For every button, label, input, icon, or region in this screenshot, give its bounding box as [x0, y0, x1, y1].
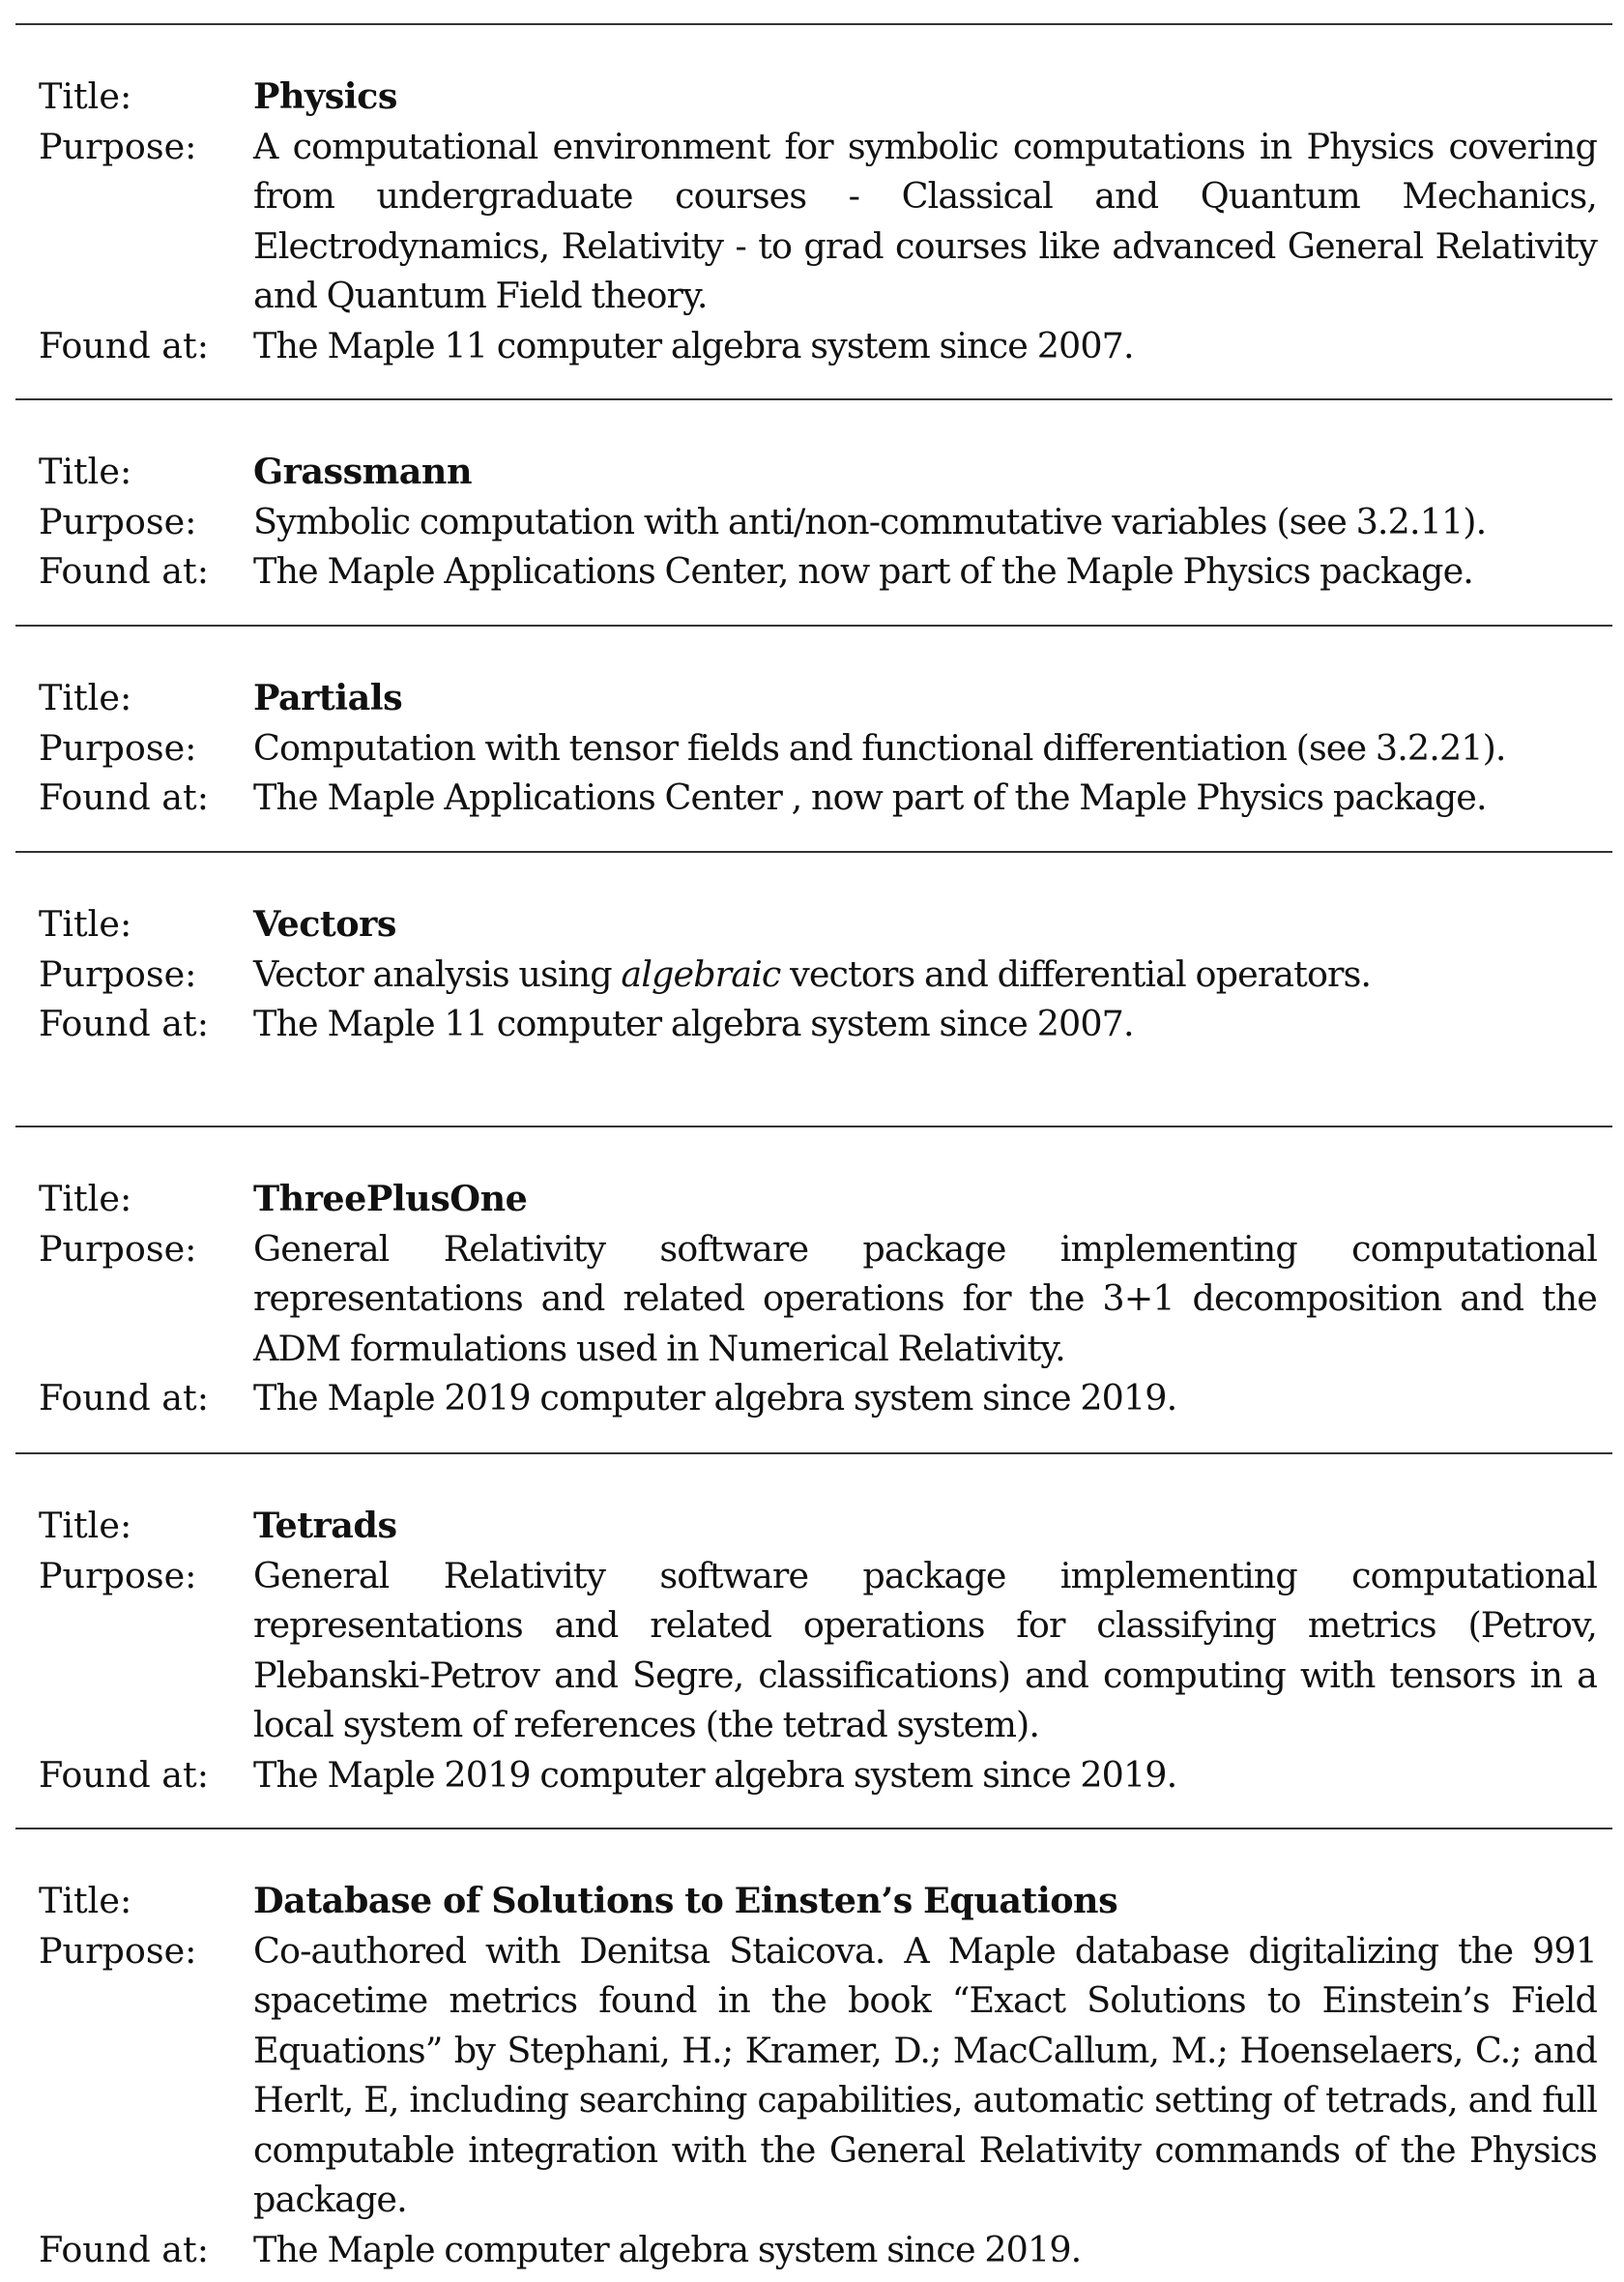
package-title: Database of Solutions to Einsten’s Equations: [253, 1880, 1118, 1921]
package-found-at: The Maple 11 computer algebra system since 2007.: [253, 324, 1134, 366]
title-label: Title:: [39, 1505, 132, 1546]
package-purpose: General Relativity software package implementing computational representations and related operations for the 3+1 decomposition and the ADM formulations used in Numerical Relativity.: [253, 1227, 1597, 1369]
package-entry-physics: [39, 72, 1597, 370]
title-row: [39, 899, 1597, 950]
purpose-row: [39, 950, 1597, 1000]
package-title: Tetrads: [253, 1505, 397, 1546]
title-row: [39, 447, 1597, 497]
purpose-label: Purpose:: [39, 1929, 197, 1972]
package-title: Partials: [253, 677, 403, 718]
package-purpose: A computational environment for symbolic computations in Physics covering from undergraduate courses - Classical and Quantum Mechanics, Electrodynamics, Relativity - to grad courses like advanced General Relativity and Quantum Field theory.: [253, 125, 1597, 316]
purpose-label: Purpose:: [39, 952, 197, 995]
package-entry-tetrads: [39, 1501, 1597, 1799]
title-label: Title:: [39, 903, 132, 945]
package-title: Grassmann: [253, 451, 472, 492]
entry-divider: [15, 1126, 1612, 1127]
package-entry-partials: [39, 673, 1597, 823]
entry-divider: [15, 851, 1612, 853]
purpose-row: [39, 723, 1597, 774]
package-found-at: The Maple 2019 computer algebra system since 2019.: [253, 1377, 1177, 1419]
entry-divider: [15, 625, 1612, 627]
found-at-label: Found at:: [39, 1003, 210, 1044]
package-found-at: The Maple 2019 computer algebra system since 2019.: [253, 1753, 1177, 1796]
package-purpose: [253, 950, 1597, 1000]
purpose-label: Purpose:: [39, 500, 197, 542]
purpose-row: [39, 1926, 1597, 2225]
title-row: [39, 1501, 1597, 1551]
purpose-emphasis: algebraic: [621, 952, 781, 995]
package-purpose: General Relativity software package implementing computational representations and related operations for classifying metrics (Petrov, Plebanski-Petrov and Segre, classifications) and computing with tensors in a local system of references (the tetrad system).: [253, 1554, 1597, 1745]
package-found-at: The Maple Applications Center, now part of the Maple Physics package.: [253, 550, 1473, 592]
entry-divider: [15, 1828, 1612, 1829]
found-at-label: Found at:: [39, 1753, 210, 1796]
title-label: Title:: [39, 677, 132, 718]
title-label: Title:: [39, 451, 132, 492]
purpose-row: [39, 1224, 1597, 1374]
found-at-row: [39, 999, 1597, 1049]
purpose-text: vectors and differential operators.: [780, 952, 1372, 995]
found-at-row: [39, 2225, 1597, 2275]
package-title: Vectors: [253, 903, 396, 945]
purpose-label: Purpose:: [39, 125, 197, 167]
title-label: Title:: [39, 1178, 132, 1219]
purpose-text: Vector analysis using: [253, 952, 622, 995]
purpose-row: [39, 122, 1597, 321]
title-row: [39, 72, 1597, 122]
package-found-at: The Maple Applications Center , now part of the Maple Physics package.: [253, 776, 1487, 818]
found-at-row: [39, 1373, 1597, 1423]
top-divider: [15, 23, 1612, 25]
purpose-label: Purpose:: [39, 726, 197, 769]
package-purpose: Computation with tensor fields and functional differentiation (see 3.2.21).: [253, 726, 1506, 769]
purpose-row: [39, 497, 1597, 547]
found-at-label: Found at:: [39, 2228, 210, 2270]
title-row: [39, 1876, 1597, 1926]
package-entry-grassmann: [39, 447, 1597, 597]
found-at-row: [39, 321, 1597, 371]
purpose-label: Purpose:: [39, 1227, 197, 1270]
found-at-label: Found at:: [39, 550, 210, 592]
title-row: [39, 673, 1597, 723]
found-at-row: [39, 773, 1597, 823]
package-purpose: Symbolic computation with anti/non-commutative variables (see 3.2.11).: [253, 500, 1487, 542]
found-at-label: Found at:: [39, 324, 210, 366]
title-row: [39, 1174, 1597, 1224]
entry-divider: [15, 1452, 1612, 1454]
package-entry-vectors: [39, 899, 1597, 1049]
package-found-at: The Maple 11 computer algebra system since 2007.: [253, 1003, 1134, 1044]
purpose-row: [39, 1551, 1597, 1750]
package-entry-einstein-database: [39, 1876, 1597, 2274]
package-purpose: Co-authored with Denitsa Staicova. A Maple database digitalizing the 991 spacetime metrics found in the book “Exact Solutions to Einstein’s Field Equations” by Stephani, H.; Kramer, D.; MacCallum, M.; Hoenselaers, C.; and Herlt, E, including searching capabilities, automatic setting of tetrads, and full computable integration with the General Relativity commands of the Physics package.: [253, 1929, 1597, 2220]
entry-divider: [15, 398, 1612, 400]
found-at-row: [39, 546, 1597, 597]
purpose-label: Purpose:: [39, 1554, 197, 1596]
found-at-row: [39, 1750, 1597, 1800]
package-title: ThreePlusOne: [253, 1178, 528, 1219]
found-at-label: Found at:: [39, 1377, 210, 1419]
title-label: Title:: [39, 75, 132, 117]
title-label: Title:: [39, 1880, 132, 1921]
package-found-at: The Maple computer algebra system since 2019.: [253, 2228, 1082, 2270]
found-at-label: Found at:: [39, 776, 210, 818]
package-title: Physics: [253, 75, 397, 117]
package-entry-threeplusone: [39, 1174, 1597, 1423]
